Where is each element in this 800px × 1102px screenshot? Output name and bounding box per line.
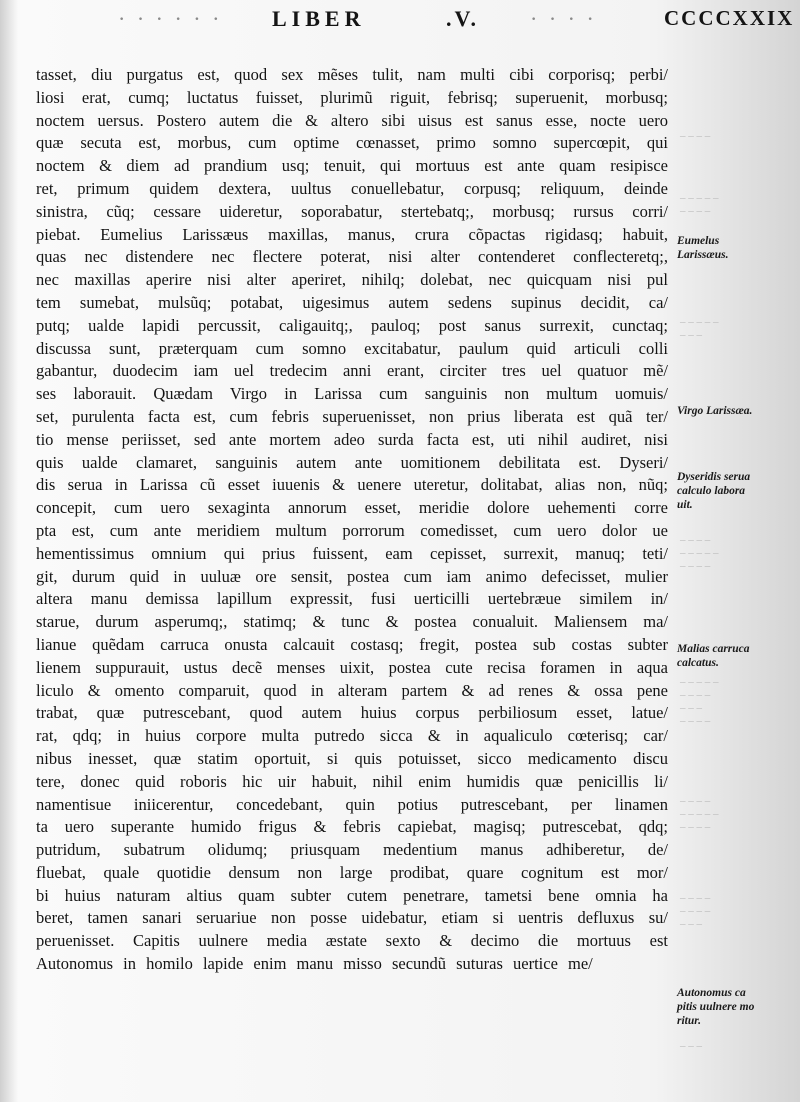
bleed-through-marginalia: – – – – – – – – – – – – – – – – [680,676,719,727]
text-line: altera manu demissa lapillum expressit, fusi uerticilli uertebræue similem in/ [36,589,668,609]
bleed-through-marginalia: – – – – – – – – – – – – – [680,795,719,833]
text-line: pta est, cum ante meridiem multum porrorum comedisset, cum uero dolor ue [36,520,668,540]
text-line: sinistra, cũq; cessare uideretur, soporabatur, stertebatq;, morbusq; rursus corri/ [36,201,668,221]
marginal-note-eumelus [677,234,783,262]
text-line: quas nec distendere nec flectere poterat, nisi alter contenderet conflecteretq;, [36,247,668,267]
bleed-through-marginalia: – – – – – – – – – – – – – [680,534,719,572]
text-line: starue, durum asperumq;, statimq; & tunc & postea conualuit. Maliensem ma/ [36,612,668,632]
text-line: piebat. Eumelius Larissæus maxillas, manus, crura cõpactas rigidasq; habuit, [36,224,668,244]
text-line: ses laborauit. Quædam Virgo in Larissa cum sanguinis non multum uomuis/ [36,384,668,404]
marginal-note-dyseridis [677,470,783,512]
text-line: quis ualde clamaret, sanguinis autem ante uomitionem debilitata est. Dyseri/ [36,452,668,472]
text-line: noctem uersus. Postero autem die & altero sibi uisus est sanus esse, nocte uero [36,110,668,130]
marginal-note-virgo [677,404,783,418]
marginal-note-line: Virgo Larissæa. [677,405,753,417]
text-line: lienem suppurauit, ustus decẽ menses uixit, postea cute recisa foramen in aqua [36,657,668,677]
bleed-through-marginalia: – – – – – – – – [680,316,719,341]
text-line: tem sumebat, mulsũq; potabat, uigesimus autem sedens supinus decidit, ca/ [36,292,668,312]
text-line: namentisue iniicerentur, concedebant, quin potius putrescebant, per linamen [36,794,668,814]
marginal-note-line: calcatus. [677,657,719,669]
marginal-note-line: Autonomus ca [677,987,746,999]
text-line: discussa sunt, præterquam cum somno excitabatur, paulum quid articuli colli [36,338,668,358]
text-line: putridum, subatrum olidumq; priusquam medentium manus adhiberetur, de/ [36,840,668,860]
text-line: fluebat, quale quotidie densum non large prodibat, quare cognitum est mor/ [36,862,668,882]
marginal-note-autonomus [677,986,783,1028]
header-book-number: .V. [446,6,480,31]
text-line: quæ secuta est, morbus, cum optime cœnasset, primo somno supercœpit, qui [36,133,668,153]
text-line: dis serua in Larissa cũ esset iuuenis & uenere uteretur, dolitabat, alias non, nũq; [36,475,668,495]
text-line: rat, qdq; in huius corpore multa putredo sicca & in aqualiculo cœterisq; car/ [36,726,668,746]
text-line: bi huius naturam altius quam subter cutem penetrare, tametsi bene omnia ha [36,885,668,905]
text-line: tio mense periisset, sed ante mortem adeo surda facta est, uti nihil audiret, nisi [36,429,668,449]
text-line: liosi erat, cumq; luctatus fuisset, plurimũ riguit, febrisq; superuenit, morbusq; [36,87,668,107]
text-line: gabantur, duodecim iam uel tredecim anni erant, circiter tres uel quatuor mẽ/ [36,361,668,381]
marginal-note-line: pitis uulnere mo [677,1001,755,1013]
page-gutter-shadow [0,0,18,1102]
marginal-note-line: uit. [677,499,693,511]
marginal-note-line: Larissæus. [677,249,729,261]
bleed-through-marginalia: – – – – [680,130,711,142]
text-line: putq; ualde lapidi percussit, caligauitq;, pauloq; post sanus surrexit, cunctaq; [36,315,668,335]
text-line: Autonomus in homilo lapide enim manu misso secundũ suturas uertice me/ [36,954,593,974]
marginal-note-malias [677,642,783,670]
text-line: tasset, diu purgatus est, quod sex mẽses tulit, nam multi cibi corporisq; perbi/ [36,65,668,84]
marginal-note-line: ritur. [677,1015,701,1027]
bleed-through-marginalia: – – – [680,1040,702,1052]
bleed-through-text: · · · · [530,6,597,31]
marginal-note-line: calculo labora [677,485,746,497]
text-line: trabat, quæ putrescebant, quod autem huius corpus perbiliosum esset, latue/ [36,703,668,723]
header-folio: CCCCXXIX [664,6,795,30]
text-line: set, purulenta facta est, cum febris superuenisset, non prius liberata est quã ter/ [36,406,668,426]
text-line: beret, tamen sanari seruariue non posse uidebatur, etiam si uentris defluxus su/ [36,908,668,928]
header-title: LIBER [272,6,366,31]
text-line: ret, primum quidem dextera, uultus conuellebatur, corpusq; reliquum, deinde [36,178,668,198]
marginal-note-line: Dyseridis serua [677,471,751,483]
bleed-through-marginalia: – – – – – – – – – – – [680,892,711,930]
text-line: noctem & diem ad prandium usq; tenuit, qui mortuus est ante quam resipisce [36,156,668,176]
running-header [0,2,800,38]
bleed-through-marginalia: – – – – – – – – – [680,192,719,217]
text-line: nibus inesset, quæ statim oportuit, si quis potuisset, sicco medicamento discu [36,748,668,768]
main-text-column [36,64,668,976]
text-line: hementissimus omnium qui prius fuissent, eam cepisset, surrexit, manuq; teti/ [36,543,668,563]
text-line: peruenisset. Capitis uulnere media æstate sexto & decimo die mortuus est [36,931,668,951]
marginal-note-line: Malias carruca [677,643,750,655]
text-line: nec maxillas aperire nisi alter aperiret, nihilq; dolebat, nec quicquam nisi pul [36,270,668,290]
text-line: tere, donec quid roboris hic uir habuit, nihil enim humidis quæ penicillis li/ [36,771,668,791]
text-line: lianue quẽdam carruca onusta calcauit costasq; fregit, postea sub costas subter [36,634,668,654]
text-line: git, durum quid in uuluæ ore sensit, postea cum iam animo defecisset, mulier [36,566,668,586]
text-line: ta uero superante humido frigus & febris capiebat, magisq; putrescebat, qdq; [36,817,668,837]
marginal-note-line: Eumelus [677,235,720,247]
bleed-through-text: · · · · · · [118,6,223,31]
text-line: concepit, cum uero sexaginta annorum esset, meridie dolore uehementi corre [36,498,668,518]
text-line: liculo & omento comparuit, quod in alteram partem & ad renes & ossa pene [36,680,668,700]
